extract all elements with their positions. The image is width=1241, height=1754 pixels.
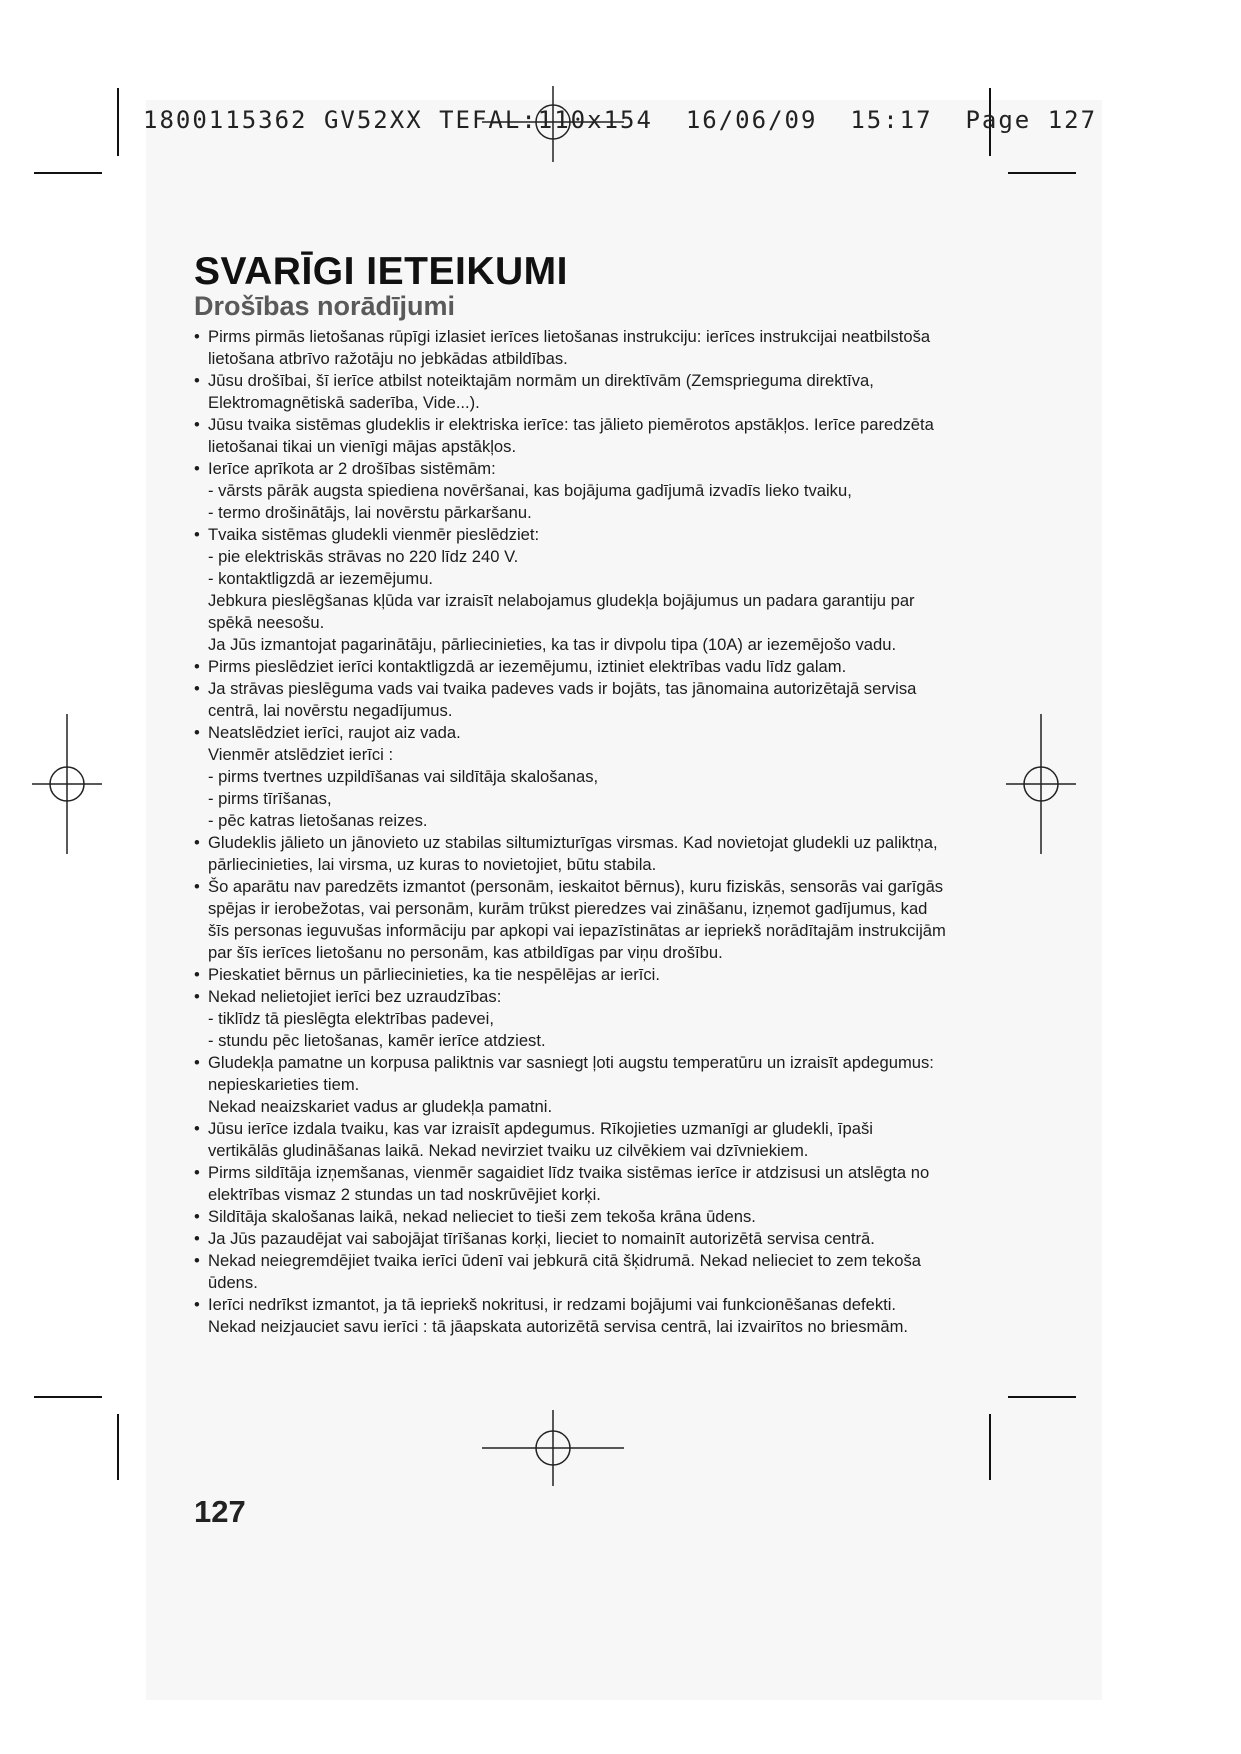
list-item-line: • Gludeklis jālieto un jānovieto uz stabilas siltumizturīgas virsmas. Kad novietojat gludekli uz paliktņa, [208,833,938,852]
list-item-line: spējas ir ierobežotas, vai personām, kurām trūkst pieredzes vai zināšanu, izņemot gadījumus, kad [208,899,928,918]
list-item [194,656,1074,678]
print-slug: 1800115362 GV52XX TEFAL:110x154 16/06/09 15:17 Page 127 [143,106,1098,134]
list-item [194,722,1074,832]
list-item-line: elektrības vismaz 2 stundas un tad noskrūvējiet korķi. [208,1185,601,1204]
list-item-line: vertikālās gludināšanas laikā. Nekad nevirziet tvaiku uz cilvēkiem vai dzīvniekiem. [208,1141,809,1160]
list-item-line: • Gludekļa pamatne un korpusa paliktnis var sasniegt ļoti augstu temperatūru un izraisīt apdegumus: [208,1053,934,1072]
list-item-line: nepieskarieties tiem. [208,1075,360,1094]
list-item-line: ūdens. [208,1273,258,1292]
page-number: 127 [194,1494,246,1529]
list-item [194,414,1074,458]
list-item-line: spēkā neesošu. [208,613,325,632]
list-item-line: • Šo aparātu nav paredzēts izmantot (personām, ieskaitot bērnus), kuru fiziskās, sensorās vai garīgās [208,877,944,896]
list-item [194,1052,1074,1118]
list-item-line: • Nekad neiegremdējiet tvaika ierīci ūdenī vai jebkurā citā šķidrumā. Nekad nelieciet to zem tekoša [208,1251,921,1270]
list-item-line: Elektromagnētiskā saderība, Vide...). [208,393,480,412]
list-item [194,1228,1074,1250]
list-item-line: - stundu pēc lietošanas, kamēr ierīce atdziest. [208,1031,546,1050]
crop-mark-top-left-horizontal [34,172,102,174]
list-item-line: - vārsts pārāk augsta spiediena novēršanai, kas bojājuma gadījumā izvadīs lieko tvaiku, [208,481,852,500]
list-item-line: • Pirms sildītāja izņemšanas, vienmēr sagaidiet līdz tvaika sistēmas ierīce ir atdzisusi un atslēgta no [208,1163,930,1182]
list-item [194,876,1074,964]
list-item-line: lietošana atbrīvo ražotāju no jebkādas atbildības. [208,349,568,368]
list-item-line: - tiklīdz tā pieslēgta elektrības padevei, [208,1009,494,1028]
list-item-line: • Ierīci nedrīkst izmantot, ja tā iepriekš nokritusi, ir redzami bojājumi vai funkcionēšanas defekti. [208,1295,897,1314]
list-item-line: • Ja strāvas pieslēguma vads vai tvaika padeves vads ir bojāts, tas jānomaina autorizētajā servisa [208,679,917,698]
list-item-line: - pirms tīrīšanas, [208,789,332,808]
list-item-line: • Pirms pieslēdziet ierīci kontaktligzdā ar iezemējumu, iztiniet elektrības vadu līdz galam. [208,657,847,676]
list-item [194,678,1074,722]
list-item [194,1162,1074,1206]
crop-mark-top-right-horizontal [1008,172,1076,174]
section-subtitle: Drošības norādījumi [194,291,456,321]
list-item-line: lietošanai tikai un vienīgi mājas apstākļos. [208,437,517,456]
list-item-line: - pirms tvertnes uzpildīšanas vai sildītāja skalošanas, [208,767,599,786]
crop-mark-bottom-left-horizontal [34,1396,102,1398]
safety-instructions-list [194,326,1074,1338]
list-item [194,832,1074,876]
list-item-line: • Pieskatiet bērnus un pārliecinieties, ka tie nespēlējas ar ierīci. [208,965,660,984]
list-item [194,1206,1074,1228]
list-item-line: • Jūsu tvaika sistēmas gludeklis ir elektriska ierīce: tas jālieto piemērotos apstākļos. Ierīce paredzēta [208,415,934,434]
list-item [194,326,1074,370]
list-item-line: Jebkura pieslēgšanas kļūda var izraisīt nelabojamus gludekļa bojājumus un padara garantiju par [208,591,915,610]
list-item-line: • Ja Jūs pazaudējat vai sabojājat tīrīšanas korķi, lieciet to nomainīt autorizētā servisa centrā. [208,1229,875,1248]
list-item-line: Vienmēr atslēdziet ierīci : [208,745,394,764]
list-item-line: • Jūsu ierīce izdala tvaiku, kas var izraisīt apdegumus. Rīkojieties uzmanīgi ar gludekli, īpaši [208,1119,873,1138]
list-item-line: • Neatslēdziet ierīci, raujot aiz vada. [208,723,461,742]
list-item-line: • Nekad nelietojiet ierīci bez uzraudzības: [208,987,502,1006]
list-item-line: Nekad neaizskariet vadus ar gludekļa pamatni. [208,1097,553,1116]
list-item [194,964,1074,986]
list-item [194,524,1074,656]
list-item-line: - pēc katras lietošanas reizes. [208,811,428,830]
list-item [194,1250,1074,1294]
list-item-line: šīs personas ieguvušas informāciju par apkopi vai iepazīstinātas ar iepriekš norādītajām instrukcijām [208,921,946,940]
list-item-line: - pie elektriskās strāvas no 220 līdz 240 V. [208,547,519,566]
list-item-line: • Tvaika sistēmas gludekli vienmēr pieslēdziet: [208,525,540,544]
list-item-line: • Sildītāja skalošanas laikā, nekad nelieciet to tieši zem tekoša krāna ūdens. [208,1207,756,1226]
list-item-line: • Pirms pirmās lietošanas rūpīgi izlasiet ierīces lietošanas instrukciju: ierīces instrukcijai neatbilstoša [208,327,931,346]
crop-mark-bottom-right-vertical [989,1414,991,1480]
list-item-line: Nekad neizjauciet savu ierīci : tā jāapskata autorizētā servisa centrā, lai izvairītos no briesmām. [208,1317,909,1336]
list-item [194,986,1074,1052]
list-item-line: centrā, lai novērstu negadījumus. [208,701,453,720]
crop-mark-bottom-left-vertical [117,1414,119,1480]
page-title: SVARĪGI IETEIKUMI [194,250,568,293]
list-item-line: • Ierīce aprīkota ar 2 drošības sistēmām: [208,459,496,478]
list-item-line: par šīs ierīces lietošanu no personām, kas atbildīgas par viņu drošību. [208,943,723,962]
list-item [194,370,1074,414]
list-item [194,1118,1074,1162]
list-item-line: • Jūsu drošībai, šī ierīce atbilst noteiktajām normām un direktīvām (Zemsprieguma direktīva, [208,371,874,390]
list-item-line: - termo drošinātājs, lai novērstu pārkaršanu. [208,503,532,522]
list-item-line: Ja Jūs izmantojat pagarinātāju, pārliecinieties, ka tas ir divpolu tipa (10A) ar iezemējošo vadu. [208,635,897,654]
registration-mark-bottom [482,1410,624,1486]
crop-mark-bottom-right-horizontal [1008,1396,1076,1398]
list-item [194,1294,1074,1338]
crop-mark-top-left-vertical [117,88,119,156]
list-item-line: - kontaktligzdā ar iezemējumu. [208,569,434,588]
registration-mark-left [32,714,102,854]
list-item [194,458,1074,524]
list-item-line: pārliecinieties, lai virsma, uz kuras to novietojiet, būtu stabila. [208,855,657,874]
